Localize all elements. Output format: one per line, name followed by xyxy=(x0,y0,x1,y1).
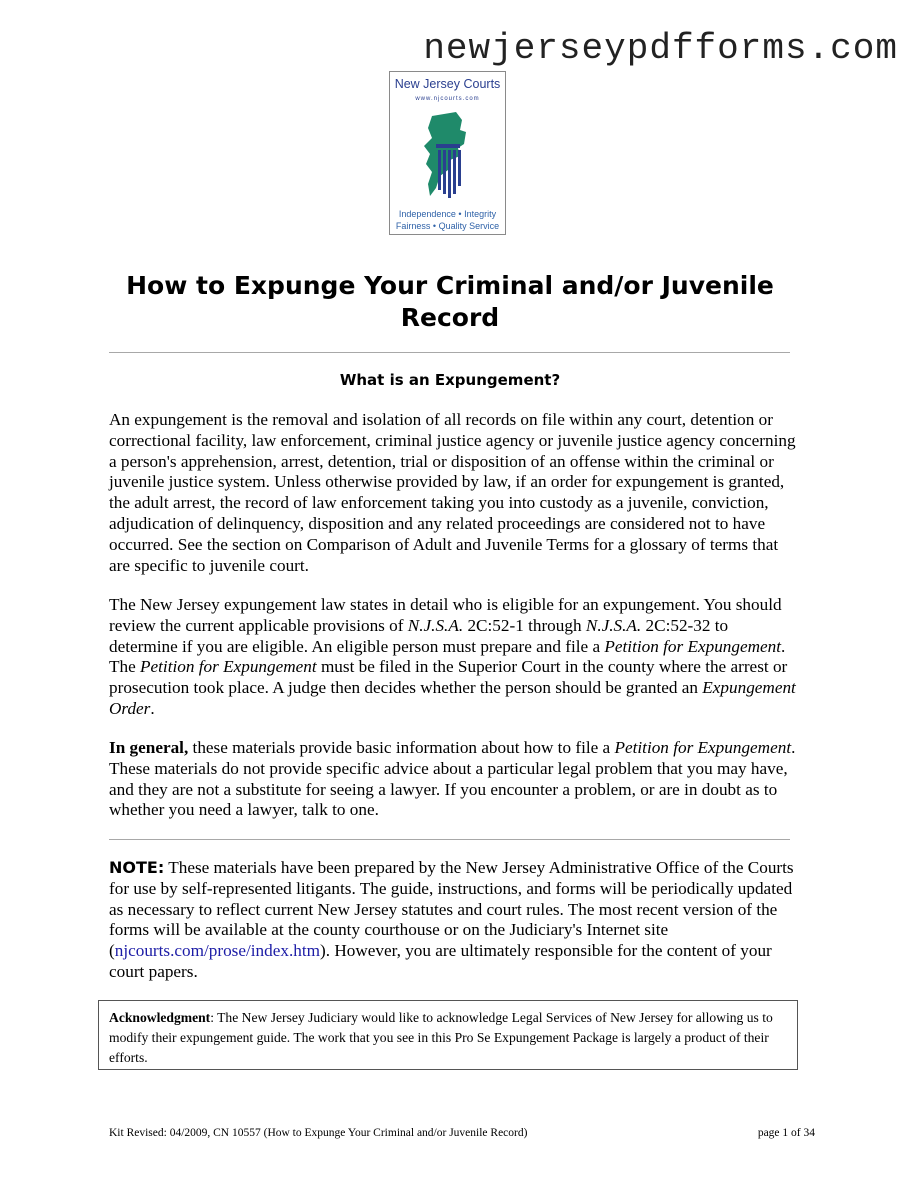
paragraph-definition: An expungement is the removal and isolation of all records on file within any court, detention or correctional facility, law enforcement, criminal justice agency or juvenile justice agency concerning a person's apprehension, arrest, detention, trial or disposition of an offense within the criminal or juvenile justice system. Unless otherwise provided by law, if an order for expungement is granted, the adult arrest, the record of law enforcement taking you into custody as a juvenile, conviction, adjudication of delinquency, disposition and any related proceedings are considered not to have occurred. See the section on Comparison of Adult and Juvenile Terms for a glossary of terms that are specific to juvenile court. xyxy=(109,410,796,575)
form-name: Petition for Expungement xyxy=(140,657,317,677)
acknowledgment-box xyxy=(98,1000,798,1070)
section-heading: What is an Expungement? xyxy=(339,371,561,389)
bold-lead: In general, xyxy=(109,738,189,757)
form-name: Petition for Expungement xyxy=(604,636,782,656)
paragraph-general xyxy=(109,738,799,821)
logo-motto-line1: Independence • Integrity xyxy=(398,209,497,219)
text: ). However, you are ultimately responsible for the content of your court papers. xyxy=(109,941,772,981)
nj-courts-logo xyxy=(389,71,506,235)
page-title-line1: How to Expunge Your Criminal and/or Juvenile xyxy=(126,271,774,300)
paragraph-eligibility xyxy=(109,595,799,720)
text: . The xyxy=(109,636,786,677)
text: 2C:52-1 through xyxy=(463,615,586,635)
site-watermark: newjerseypdfforms.com xyxy=(423,28,898,69)
statute-ref: N.J.S.A. xyxy=(407,615,464,635)
page-title-line2: Record xyxy=(400,303,500,332)
text: 2C:52-32 to determine if you are eligible. An eligible person must prepare and file a xyxy=(109,615,729,656)
logo-url: www.njcourts.com xyxy=(415,96,480,102)
text: These materials have been prepared by the New Jersey Administrative Office of the Courts for use by self-represented litigants. The guide, instructions, and forms will be periodically updated as necessary to reflect current New Jersey statutes and court rules. The most recent version of the forms will be available at the county courthouse or on the Judiciary's Internet site ( xyxy=(109,858,794,961)
form-name: Petition for Expungement xyxy=(614,738,792,757)
prose-website-link[interactable]: njcourts.com/prose/index.htm xyxy=(114,941,320,961)
new-jersey-map-icon xyxy=(420,110,476,208)
text: The New Jersey expungement law states in detail who is eligible for an expungement. You should review the current applicable provisions of xyxy=(109,595,782,635)
acknowledgment-text: : The New Jersey Judiciary would like to acknowledge Legal Services of New Jersey for allowing us to modify their expungement guide. The work that you see in this Pro Se Expungement Package is largely a product of their efforts. xyxy=(109,1010,773,1065)
statute-ref: N.J.S.A. xyxy=(585,615,642,635)
note-label: NOTE: xyxy=(109,858,165,877)
text: these materials provide basic information about how to file a xyxy=(188,738,615,757)
text: . These materials do not provide specific advice about a particular legal problem that you may have, and they are not a substitute for seeing a lawyer. If you encounter a problem, or are in doubt as to whether you need a lawyer, talk to one. xyxy=(109,738,796,820)
divider-middle xyxy=(109,839,790,840)
page-title xyxy=(110,270,790,334)
paragraph-note xyxy=(109,858,799,983)
divider-top xyxy=(109,352,790,353)
footer-revision: Kit Revised: 04/2009, CN 10557 (How to Expunge Your Criminal and/or Juvenile Record) xyxy=(109,1127,528,1139)
footer-page-number: page 1 of 34 xyxy=(757,1127,815,1139)
logo-title: New Jersey Courts xyxy=(394,77,501,91)
form-name: Expungement Order xyxy=(109,678,796,718)
text: must be filed in the Superior Court in the county where the arrest or prosecution took place. A judge then decides whether the person should be granted an xyxy=(109,657,788,698)
logo-motto-line2: Fairness • Quality Service xyxy=(395,221,500,231)
acknowledgment-label: Acknowledgment xyxy=(109,1010,211,1025)
text: . xyxy=(150,698,155,718)
